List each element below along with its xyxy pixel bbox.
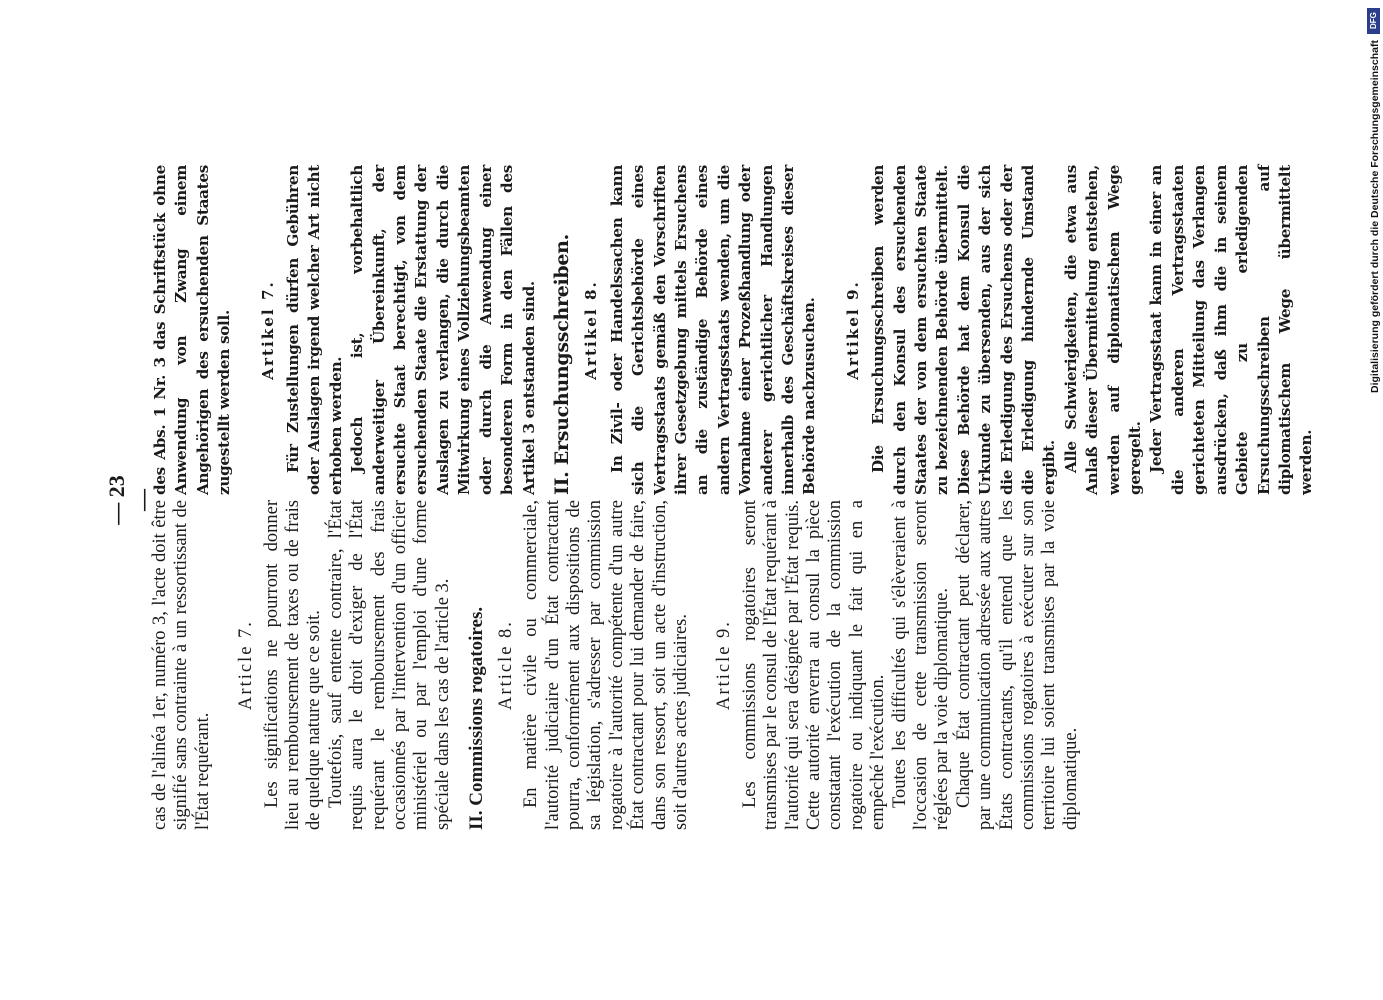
french-column bbox=[150, 500, 1082, 830]
german-article-8-paragraph: In Zivil- oder Handelssachen kann sich die Gerichtsbehörde eines Vertragsstaats gemäß den Vorschriften ihrer Gesetzgebung mittels Ersuchens an die zuständige Behörde eines andern Vertragsstaats wenden, um die Vornahme einer Prozeßhandlung oder anderer gerichtlicher Handlungen innerhalb des Geschäftskreises dieser Behörde nachzusuchen. bbox=[607, 165, 819, 495]
french-article-9-paragraph: Chaque État contractant peut déclarer, par une communication adressée aux autres États contractants, qu'il entend que les commissions rogatoires à exécuter sur son territoire lui soient transmises par la voie diplomatique. bbox=[953, 500, 1081, 830]
french-article-7-title: Article 7. bbox=[236, 620, 257, 710]
french-article-9-title: Article 9. bbox=[714, 620, 735, 710]
german-article-7-paragraph: Jedoch ist, vorbehaltlich anderweitiger Übereinkunft, der ersuchte Staat berechtigt, von dem ersuchenden Staate die Erstattung der Auslagen zu verlangen, die durch die Mitwirkung eines Vollziehungsbeamten oder durch die Anwendung einer besonderen Form in den Fällen des Artikel 3 entstanden sind. bbox=[348, 165, 538, 495]
german-column bbox=[150, 165, 1318, 495]
german-article-7-paragraph: Für Zustellungen dürfen Gebühren oder Auslagen irgend welcher Art nicht erhoben werden. bbox=[284, 165, 345, 495]
german-article-9-paragraph: Jeder Vertragsstaat kann in einer an die anderen Vertragsstaaten gerichteten Mitteilung das Verlangen ausdrücken, daß ihm die in seinem Gebiete zu erledigenden Ersuchungsschreiben auf diplomatischem Wege übermittelt werden. bbox=[1147, 165, 1316, 495]
french-article-8-paragraph: En matière civile ou commerciale, l'autorité judiciaire d'un État contractant pourra, conformément aux dispositions de sa législation, s'adresser par commission rogatoire à l'autorité compétente d'un autre État contractant pour lui demander de faire, dans son ressort, soit un acte d'instruction, soit d'autres actes judiciaires. bbox=[521, 500, 691, 830]
german-article-7-title: Artikel 7. bbox=[258, 280, 277, 380]
german-continuation: des Abs. 1 Nr. 3 das Schriftstück ohne Anwendung von Zwang einem Angehörigen des ersuchenden Staates zugestellt werden soll. bbox=[151, 165, 234, 495]
german-article-9-paragraph: Alle Schwierigkeiten, die etwa aus Anlaß dieser Übermittelung entstehen, werden auf diplomatischem Wege geregelt. bbox=[1061, 165, 1145, 495]
funding-note: Digitalisierung gefördert durch die Deutsche Forschungsgemeinschaft bbox=[1369, 40, 1381, 393]
german-article-9-paragraph: Die Ersuchungsschreiben werden durch den Konsul des ersuchenden Staates der von dem ersuchten Staate zu bezeichnenden Behörde übermittelt. Diese Behörde hat dem Konsul die Urkunde zu übersenden, aus der sich die Erledigung des Ersuchens oder der die Erledigung hindernde Umstand ergibt. bbox=[869, 165, 1059, 495]
french-article-9-paragraph: Toutes les difficultés qui s'élèveraient à l'occasion de cette transmission seront réglées par la voie diplomatique. bbox=[889, 500, 953, 830]
french-article-9-paragraph: Les commissions rogatoires seront transmises par le consul de l'État requérant à l'autorité qui sera désignée par l'État requis. Cette autorité enverra au consul la pièce constatant l'exécution de la commission rogatoire ou indiquant le fait qui en a empêché l'exécution. bbox=[739, 500, 889, 830]
french-article-8-title: Article 8. bbox=[495, 620, 516, 710]
french-continuation: cas de l'alinéa 1er, numéro 3, l'acte doit être signifié sans contrainte à un ressortissant de l'État requérant. bbox=[150, 500, 213, 830]
german-article-8-title: Artikel 8. bbox=[582, 280, 601, 380]
page-number: — 23 — bbox=[104, 475, 155, 525]
dfg-logo: DFG bbox=[1367, 8, 1380, 34]
german-section-title: II. Ersuchungsschreiben. bbox=[550, 234, 573, 495]
french-article-7-paragraph: Toutefois, sauf entente contraire, l'État requis aura le droit d'exiger de l'État requérant le remboursement des frais occasionnés par l'intervention d'un officier ministériel ou par l'emploi d'une forme spéciale dans les cas de l'article 3. bbox=[325, 500, 453, 830]
french-article-7-paragraph: Les significations ne pourront donner lieu au remboursement de taxes ou de frais de quelque nature que ce soit. bbox=[261, 500, 325, 830]
german-article-9-title: Artikel 9. bbox=[843, 280, 862, 380]
french-section-title: II. Commissions rogatoires. bbox=[466, 606, 488, 830]
